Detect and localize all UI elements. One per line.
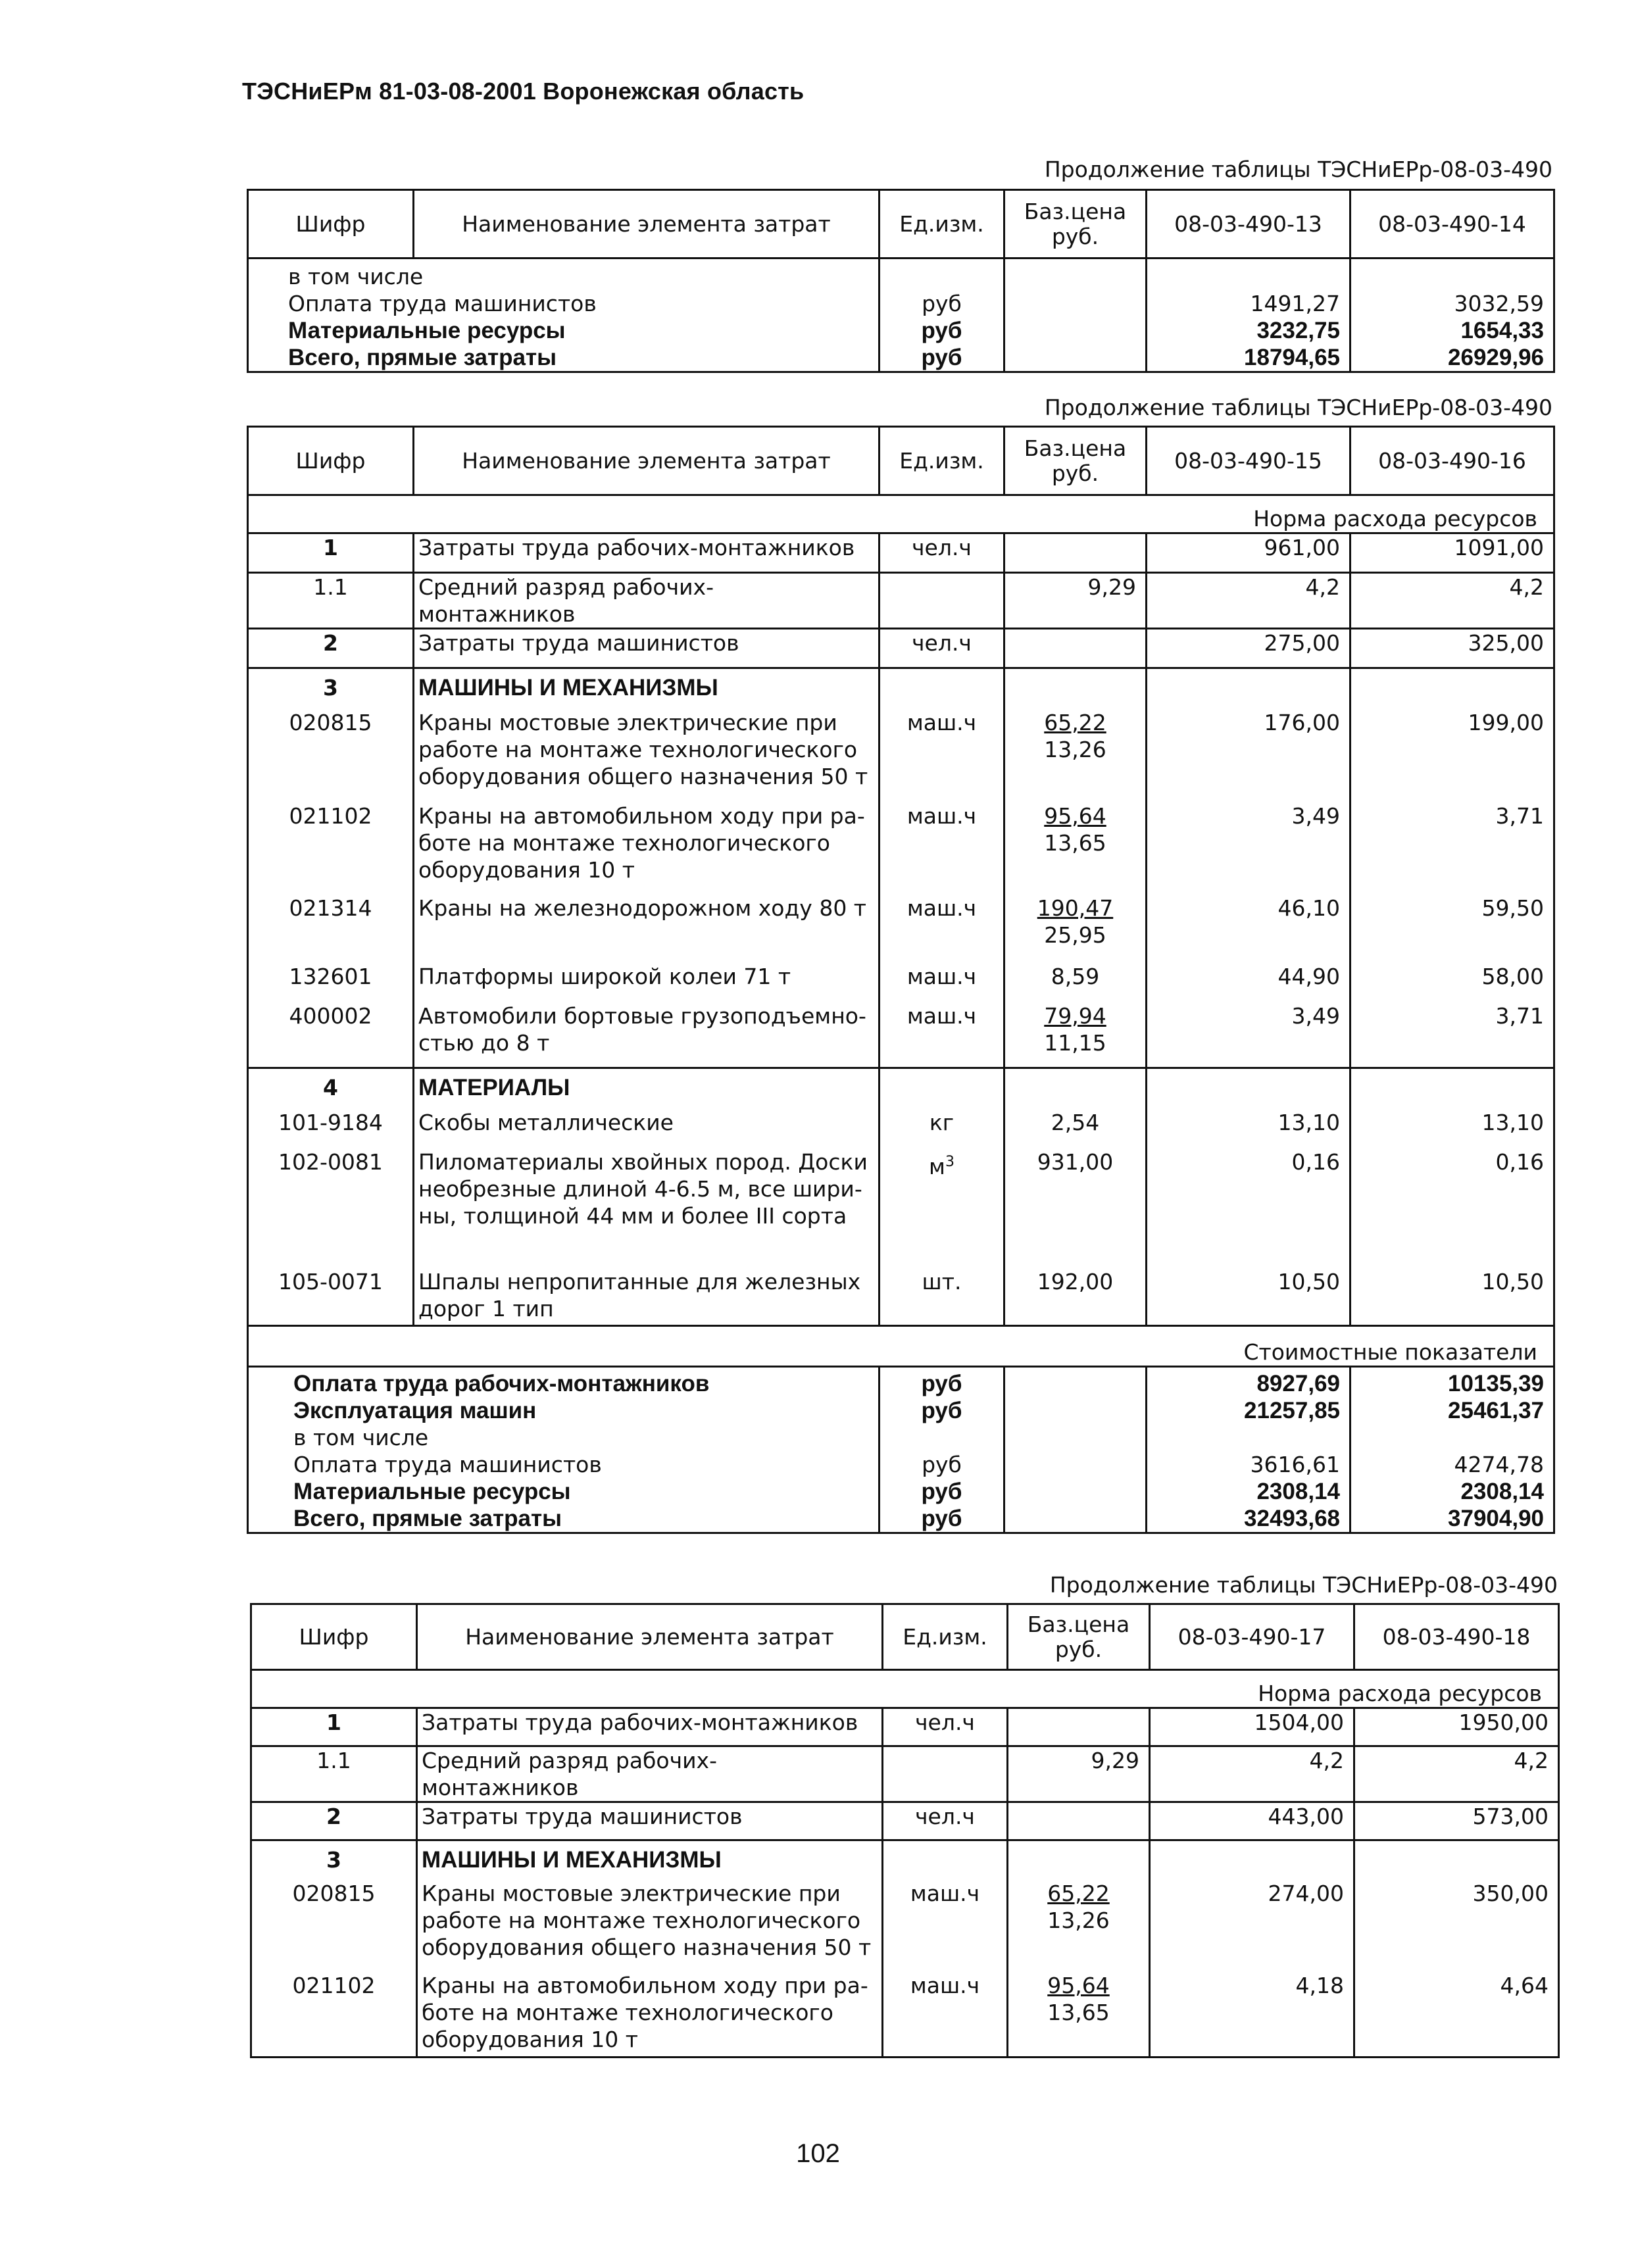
row-value-a: 4,2	[1150, 1746, 1354, 1802]
table-continuation-1: Продолжение таблицы ТЭСНиЕРр-08-03-490	[1044, 157, 1552, 182]
row-price: 79,94 11,15	[1004, 1002, 1147, 1068]
row-price: 931,00	[1004, 1148, 1147, 1268]
header-price: Баз.цена руб.	[1008, 1604, 1150, 1670]
section-title: МАШИНЫ И МЕХАНИЗМЫ	[417, 1840, 883, 1880]
table-row	[248, 344, 1554, 372]
table-row	[251, 1746, 1559, 1802]
row-unit: руб	[880, 1451, 1004, 1478]
table-row	[248, 1397, 1554, 1424]
row-unit: чел.ч	[880, 629, 1004, 668]
document-header: ТЭСНиЕРм 81-03-08-2001 Воронежская область	[242, 78, 805, 105]
row-name: Всего, прямые затраты	[248, 344, 880, 372]
row-value-a: 275,00	[1147, 629, 1351, 668]
row-code: 4	[248, 1068, 414, 1109]
header-price: Баз.цена руб.	[1004, 427, 1147, 495]
table-row	[248, 1505, 1554, 1533]
table-continuation-3: Продолжение таблицы ТЭСНиЕРр-08-03-490	[1049, 1572, 1558, 1598]
row-price: 65,22 13,26	[1004, 709, 1147, 802]
table-row	[251, 1972, 1559, 2058]
header-col-b: 08-03-490-16	[1351, 427, 1554, 495]
row-code: 1.1	[248, 573, 414, 629]
table-row	[248, 259, 1554, 291]
row-code: 020815	[248, 709, 414, 802]
row-code: 2	[248, 629, 414, 668]
row-value-a: 10,50	[1147, 1268, 1351, 1326]
table-row	[248, 895, 1554, 963]
row-name: в том числе	[248, 1424, 880, 1451]
row-value-a: 18794,65	[1147, 344, 1351, 372]
row-code: 021102	[251, 1972, 417, 2058]
table-row	[251, 1840, 1559, 1880]
row-name: Краны на автомобильном ходу при ра- боте на монтаже технологического оборудования 10 т	[414, 802, 880, 895]
row-unit: маш.ч	[880, 963, 1004, 1002]
row-unit: руб	[880, 344, 1004, 372]
row-value-b: 37904,90	[1351, 1505, 1554, 1533]
row-unit: руб	[880, 1505, 1004, 1533]
row-code: 020815	[251, 1880, 417, 1972]
table-row	[248, 1002, 1554, 1068]
row-name: Оплата труда машинистов	[248, 1451, 880, 1478]
table-row	[251, 1880, 1559, 1972]
row-value-a: 8927,69	[1147, 1367, 1351, 1398]
row-value-b: 26929,96	[1351, 344, 1554, 372]
cost-table-3	[250, 1603, 1560, 2058]
table-row	[248, 533, 1554, 573]
row-unit: руб	[880, 290, 1004, 317]
table-row	[248, 1367, 1554, 1398]
row-value-a: 2308,14	[1147, 1478, 1351, 1505]
row-price: 9,29	[1004, 573, 1147, 629]
row-value-b: 0,16	[1351, 1148, 1554, 1268]
row-unit: чел.ч	[880, 533, 1004, 573]
row-unit: $м^3$	[880, 1148, 1004, 1268]
cost-table-1	[247, 189, 1555, 373]
row-value-b: 4274,78	[1351, 1451, 1554, 1478]
row-unit: кг	[880, 1109, 1004, 1148]
row-unit: чел.ч	[883, 1708, 1008, 1746]
row-code: 105-0071	[248, 1268, 414, 1326]
row-price: 2,54	[1004, 1109, 1147, 1148]
row-code: 3	[248, 668, 414, 709]
table-row	[251, 1802, 1559, 1840]
header-col-b: 08-03-490-18	[1354, 1604, 1559, 1670]
row-name: Краны мостовые электрические при работе на монтаже технологического оборудования общего назначения 50 т	[414, 709, 880, 802]
row-name: Затраты труда рабочих-монтажников	[414, 533, 880, 573]
row-unit: маш.ч	[880, 709, 1004, 802]
header-unit: Ед.изм.	[883, 1604, 1008, 1670]
row-name: Материальные ресурсы	[248, 1478, 880, 1505]
row-name: Краны на железнодорожном ходу 80 т	[414, 895, 880, 963]
table-row	[248, 1109, 1554, 1148]
row-name: Материальные ресурсы	[248, 317, 880, 344]
row-code: 1	[248, 533, 414, 573]
row-price: 9,29	[1008, 1746, 1150, 1802]
row-value-a: 443,00	[1150, 1802, 1354, 1840]
row-value-a: 46,10	[1147, 895, 1351, 963]
row-code: 3	[251, 1840, 417, 1880]
row-value-b: 1654,33	[1351, 317, 1554, 344]
row-value-b: 573,00	[1354, 1802, 1559, 1840]
row-code: 400002	[248, 1002, 414, 1068]
row-value-b: 199,00	[1351, 709, 1554, 802]
table-row	[248, 317, 1554, 344]
row-name: Всего, прямые затраты	[248, 1505, 880, 1533]
row-value-a: 4,2	[1147, 573, 1351, 629]
row-unit: маш.ч	[883, 1880, 1008, 1972]
row-code: 132601	[248, 963, 414, 1002]
row-value-b: 25461,37	[1351, 1397, 1554, 1424]
row-value-b: 1950,00	[1354, 1708, 1559, 1746]
cost-caption: Стоимостные показатели	[248, 1326, 1554, 1367]
row-name: Краны мостовые электрические при работе на монтаже технологического оборудования общего назначения 50 т	[417, 1880, 883, 1972]
row-value-a: 1491,27	[1147, 290, 1351, 317]
row-unit: руб	[880, 1478, 1004, 1505]
row-name: Шпалы непропитанные для железных дорог 1 тип	[414, 1268, 880, 1326]
row-price: 95,64 13,65	[1004, 802, 1147, 895]
header-col-b: 08-03-490-14	[1351, 190, 1554, 259]
row-value-b: 4,64	[1354, 1972, 1559, 2058]
row-value-b: 3,71	[1351, 1002, 1554, 1068]
cost-table-2	[247, 426, 1555, 1534]
row-price: 192,00	[1004, 1268, 1147, 1326]
row-value-a: 0,16	[1147, 1148, 1351, 1268]
row-value-b: 4,2	[1354, 1746, 1559, 1802]
row-unit: маш.ч	[880, 802, 1004, 895]
header-code: Шифр	[251, 1604, 417, 1670]
table-row	[248, 709, 1554, 802]
row-value-a: 3,49	[1147, 1002, 1351, 1068]
row-unit: руб	[880, 1367, 1004, 1398]
row-value-b: 4,2	[1351, 573, 1554, 629]
row-value-a: 176,00	[1147, 709, 1351, 802]
row-name: Эксплуатация машин	[248, 1397, 880, 1424]
table-row	[248, 1068, 1554, 1109]
row-name: Краны на автомобильном ходу при ра- боте на монтаже технологического оборудования 10 т	[417, 1972, 883, 2058]
row-unit: чел.ч	[883, 1802, 1008, 1840]
row-value-a: 44,90	[1147, 963, 1351, 1002]
row-unit: руб	[880, 317, 1004, 344]
row-code: 1.1	[251, 1746, 417, 1802]
row-value-b: 10,50	[1351, 1268, 1554, 1326]
row-code: 101-9184	[248, 1109, 414, 1148]
table-row	[248, 290, 1554, 317]
row-value-a: 32493,68	[1147, 1505, 1351, 1533]
table-row	[248, 1451, 1554, 1478]
table-row	[248, 1268, 1554, 1326]
table-row	[248, 629, 1554, 668]
row-price: 65,22 13,26	[1008, 1880, 1150, 1972]
row-name: Автомобили бортовые грузоподъемно- стью до 8 т	[414, 1002, 880, 1068]
row-name: Средний разряд рабочих-монтажников	[414, 573, 880, 629]
row-unit: маш.ч	[880, 895, 1004, 963]
row-value-b: 10135,39	[1351, 1367, 1554, 1398]
row-name: Платформы широкой колеи 71 т	[414, 963, 880, 1002]
row-value-b: 325,00	[1351, 629, 1554, 668]
row-value-a: 3616,61	[1147, 1451, 1351, 1478]
table-continuation-2: Продолжение таблицы ТЭСНиЕРр-08-03-490	[1044, 395, 1552, 420]
row-code: 021102	[248, 802, 414, 895]
row-unit: маш.ч	[880, 1002, 1004, 1068]
header-col-a: 08-03-490-13	[1147, 190, 1351, 259]
header-price: Баз.цена руб.	[1004, 190, 1147, 259]
row-code: 1	[251, 1708, 417, 1746]
row-value-b: 3,71	[1351, 802, 1554, 895]
row-value-a: 13,10	[1147, 1109, 1351, 1148]
norm-caption: Норма расхода ресурсов	[248, 495, 1554, 533]
row-name: Затраты труда машинистов	[417, 1802, 883, 1840]
row-name: Затраты труда машинистов	[414, 629, 880, 668]
header-name: Наименование элемента затрат	[417, 1604, 883, 1670]
row-value-a: 1504,00	[1150, 1708, 1354, 1746]
row-price: 8,59	[1004, 963, 1147, 1002]
table-row	[251, 1708, 1559, 1746]
table-row	[248, 1478, 1554, 1505]
row-value-b: 3032,59	[1351, 290, 1554, 317]
header-name: Наименование элемента затрат	[414, 427, 880, 495]
section-title: МАТЕРИАЛЫ	[414, 1068, 880, 1109]
header-unit: Ед.изм.	[880, 190, 1004, 259]
row-value-a: 3232,75	[1147, 317, 1351, 344]
header-unit: Ед.изм.	[880, 427, 1004, 495]
table-row	[248, 668, 1554, 709]
row-value-b: 59,50	[1351, 895, 1554, 963]
row-value-b: 13,10	[1351, 1109, 1554, 1148]
row-code: 2	[251, 1802, 417, 1840]
header-col-a: 08-03-490-15	[1147, 427, 1351, 495]
row-name: Средний разряд рабочих-монтажников	[417, 1746, 883, 1802]
row-name: Оплата труда машинистов	[248, 290, 880, 317]
header-name: Наименование элемента затрат	[414, 190, 880, 259]
row-name: Оплата труда рабочих-монтажников	[248, 1367, 880, 1398]
row-unit: шт.	[880, 1268, 1004, 1326]
table-row	[248, 1148, 1554, 1268]
row-name: в том числе	[248, 259, 880, 291]
row-value-a: 4,18	[1150, 1972, 1354, 2058]
row-value-b: 2308,14	[1351, 1478, 1554, 1505]
row-unit: руб	[880, 1397, 1004, 1424]
table-row	[248, 573, 1554, 629]
row-code: 021314	[248, 895, 414, 963]
page-number: 102	[796, 2139, 840, 2168]
row-price: 95,64 13,65	[1008, 1972, 1150, 2058]
row-name: Затраты труда рабочих-монтажников	[417, 1708, 883, 1746]
row-price: 190,47 25,95	[1004, 895, 1147, 963]
row-value-a: 274,00	[1150, 1880, 1354, 1972]
header-code: Шифр	[248, 427, 414, 495]
table-row	[248, 963, 1554, 1002]
row-code: 102-0081	[248, 1148, 414, 1268]
row-value-b: 58,00	[1351, 963, 1554, 1002]
row-value-a: 21257,85	[1147, 1397, 1351, 1424]
row-name: Скобы металлические	[414, 1109, 880, 1148]
row-value-a: 961,00	[1147, 533, 1351, 573]
table-row	[248, 802, 1554, 895]
header-code: Шифр	[248, 190, 414, 259]
row-name: Пиломатериалы хвойных пород. Доски необрезные длиной 4-6.5 м, все шири- ны, толщиной 44 мм и более III сорта	[414, 1148, 880, 1268]
row-value-a: 3,49	[1147, 802, 1351, 895]
norm-caption: Норма расхода ресурсов	[251, 1670, 1559, 1708]
table-row	[248, 1424, 1554, 1451]
section-title: МАШИНЫ И МЕХАНИЗМЫ	[414, 668, 880, 709]
row-value-b: 1091,00	[1351, 533, 1554, 573]
header-col-a: 08-03-490-17	[1150, 1604, 1354, 1670]
row-value-b: 350,00	[1354, 1880, 1559, 1972]
row-unit: маш.ч	[883, 1972, 1008, 2058]
